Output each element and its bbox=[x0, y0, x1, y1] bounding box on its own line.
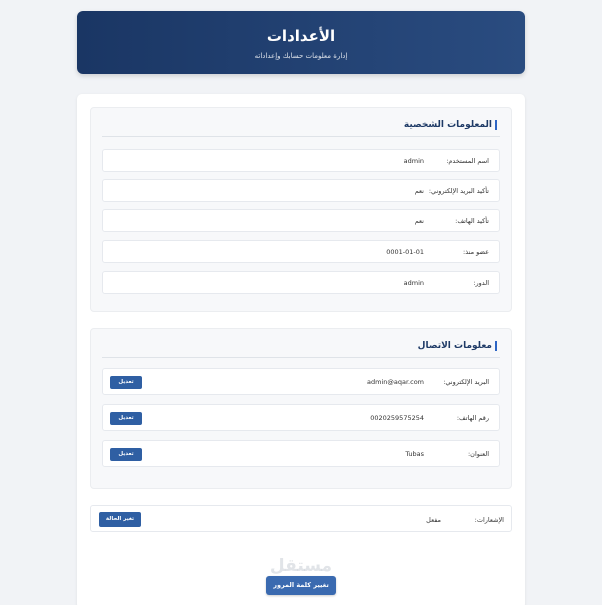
info-row-username bbox=[102, 149, 500, 172]
edit-phone-button[interactable]: تعديل bbox=[110, 412, 142, 425]
divider bbox=[102, 136, 500, 137]
row-label: العنوان: bbox=[467, 450, 489, 458]
info-row-member-since bbox=[102, 240, 500, 263]
toggle-notifications-button[interactable]: تغير الحالة bbox=[99, 512, 141, 527]
row-label: البريد الإلكتروني: bbox=[443, 378, 489, 386]
contact-row-address bbox=[102, 440, 500, 467]
notifications-label: الإشعارات: bbox=[474, 516, 504, 524]
row-value: 0001-01-01 bbox=[386, 248, 424, 256]
row-value: admin@aqar.com bbox=[367, 378, 424, 386]
change-password-button[interactable]: تغيير كلمة المرور bbox=[266, 576, 336, 595]
contact-row-email bbox=[102, 368, 500, 395]
contact-info-title: معلومات الاتصال bbox=[418, 341, 497, 351]
divider bbox=[102, 357, 500, 358]
page-title: الأعدادات bbox=[266, 27, 336, 45]
personal-info-title: المعلومات الشخصية bbox=[404, 120, 497, 130]
notifications-row bbox=[90, 505, 512, 532]
row-value: admin bbox=[403, 279, 424, 287]
row-label: الدور: bbox=[473, 279, 489, 287]
row-label: اسم المستخدم: bbox=[446, 157, 489, 165]
row-label: تأكيد البريد الإلكتروني: bbox=[428, 187, 489, 195]
row-label: رقم الهاتف: bbox=[456, 414, 489, 422]
personal-info-card bbox=[90, 107, 512, 312]
edit-address-button[interactable]: تعديل bbox=[110, 448, 142, 461]
contact-info-card bbox=[90, 328, 512, 489]
contact-row-phone bbox=[102, 404, 500, 431]
row-value: admin bbox=[403, 157, 424, 165]
row-value: 0020259575254 bbox=[370, 414, 424, 422]
page-header bbox=[77, 11, 525, 74]
row-value: نعم bbox=[414, 217, 424, 225]
row-value: نعم bbox=[414, 187, 424, 195]
info-row-email-confirmed bbox=[102, 179, 500, 202]
watermark-logo: مستقل bbox=[269, 556, 333, 576]
page-subtitle: إدارة معلومات حسابك وإعداداته bbox=[254, 52, 348, 60]
row-label: عضو منذ: bbox=[463, 248, 489, 256]
edit-email-button[interactable]: تعديل bbox=[110, 376, 142, 389]
settings-panel bbox=[77, 94, 525, 605]
row-label: تأكيد الهاتف: bbox=[455, 217, 489, 225]
row-value: Tubas bbox=[405, 450, 424, 458]
info-row-role bbox=[102, 271, 500, 294]
info-row-phone-confirmed bbox=[102, 209, 500, 232]
notifications-value: مفعل bbox=[426, 516, 441, 524]
